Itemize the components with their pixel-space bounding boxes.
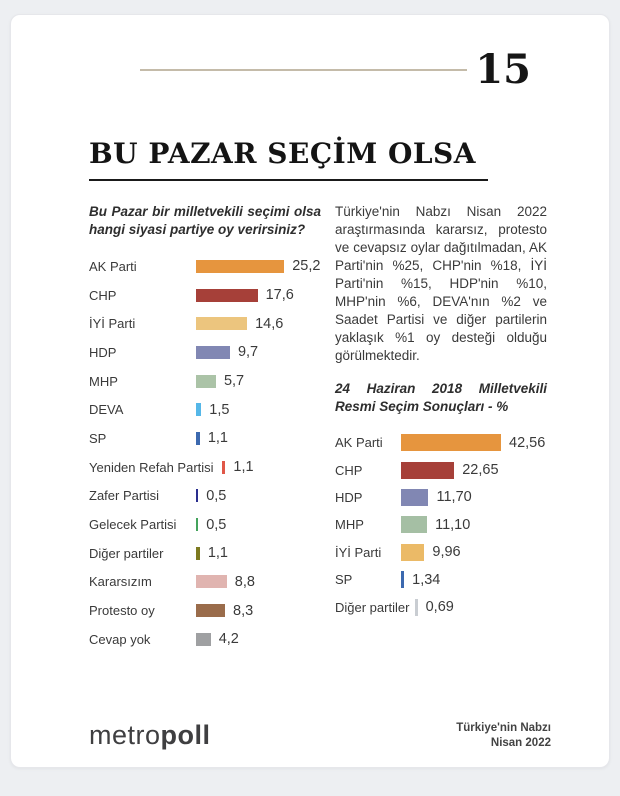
value-label: 0,5 (206, 516, 227, 533)
party-label: CHP (89, 287, 117, 303)
value-label: 14,6 (255, 315, 284, 332)
chart-row (335, 429, 547, 456)
bar (196, 518, 198, 531)
chart-row (89, 424, 321, 453)
value-label: 1,5 (209, 401, 230, 418)
party-label: İYİ Parti (335, 544, 382, 560)
chart-row (89, 338, 321, 367)
bar (196, 604, 225, 617)
value-label: 8,8 (234, 573, 255, 590)
party-label: SP (335, 572, 353, 588)
party-label: Protesto oy (89, 603, 155, 619)
footer-edition-line1: Türkiye'nin Nabzı (456, 721, 551, 734)
party-label: Diğer partiler (89, 545, 164, 561)
logo-text-light: metro (89, 720, 161, 750)
chart-row (335, 456, 547, 483)
party-label: MHP (89, 373, 118, 389)
election-results-chart-title: 24 Haziran 2018 Milletvekili Resmi Seçim Sonuçları - % (335, 381, 547, 414)
value-label: 5,7 (223, 373, 245, 390)
bar (196, 575, 227, 588)
election-results-chart (335, 429, 547, 621)
value-label: 1,1 (207, 430, 229, 447)
left-column (89, 203, 321, 654)
chart-row (89, 367, 321, 396)
chart-row (89, 252, 321, 281)
right-column (335, 203, 547, 654)
party-label: AK Parti (89, 258, 137, 274)
chart-row (89, 596, 321, 625)
page-header (11, 15, 609, 95)
party-label: AK Parti (335, 435, 383, 451)
party-label: MHP (335, 517, 364, 533)
chart-row (335, 539, 547, 566)
content-columns (89, 203, 609, 654)
analysis-paragraph: Türkiye'nin Nabzı Nisan 2022 araştırmasında kararsız, protesto ve cevapsız oylar dağıtılmadan, AK Parti'nin %25, CHP'nin %18, İYİ Parti'nin %15, HDP'nin %10, MHP'nin %6, DEVA'nın %2 ve Saadet Partisi ve diğer partilerin yaklaşık %1 oy desteği olduğu görülmektedir. (335, 204, 547, 363)
bar (401, 571, 404, 588)
chart-row (89, 510, 321, 539)
value-label: 0,5 (206, 487, 227, 504)
bar (196, 346, 230, 359)
poll-results-chart (89, 252, 321, 654)
party-label: Cevap yok (89, 631, 151, 647)
party-label: HDP (89, 344, 117, 360)
party-label: Zafer Partisi (89, 488, 160, 504)
chart-row (89, 281, 321, 310)
chart-row (335, 484, 547, 511)
value-label: 22,65 (462, 462, 499, 479)
bar (401, 516, 427, 533)
chart-row (89, 395, 321, 424)
bar (196, 489, 198, 502)
chart-row (89, 625, 321, 654)
chart-row (89, 453, 321, 482)
value-label: 25,2 (292, 258, 321, 275)
bar (415, 599, 417, 616)
bar (196, 375, 216, 388)
bar (401, 462, 454, 479)
footer-edition (456, 721, 551, 751)
party-label: SP (89, 430, 107, 446)
chart-row (89, 568, 321, 597)
party-label: Kararsızım (89, 574, 152, 590)
page-title: BU PAZAR SEÇİM OLSA (89, 137, 488, 181)
value-label: 1,1 (233, 459, 254, 476)
page-number: 15 (475, 46, 531, 93)
bar (196, 260, 284, 273)
value-label: 1,34 (412, 571, 441, 588)
chart-row (89, 482, 321, 511)
value-label: 4,2 (218, 631, 239, 648)
value-label: 0,69 (425, 599, 454, 616)
bar (196, 317, 247, 330)
chart-row (335, 511, 547, 538)
footer-edition-line2: Nisan 2022 (490, 736, 551, 749)
chart-row (89, 539, 321, 568)
survey-question: Bu Pazar bir milletvekili seçimi olsa hangi siyasi partiye oy verirsiniz? (89, 204, 321, 237)
value-label: 9,96 (432, 544, 461, 561)
bar (401, 544, 424, 561)
value-label: 1,1 (207, 545, 229, 562)
party-label: HDP (335, 489, 363, 505)
party-label: Gelecek Partisi (89, 517, 177, 533)
value-label: 9,7 (237, 344, 259, 361)
bar (196, 432, 200, 445)
party-label: DEVA (89, 402, 124, 418)
value-label: 11,10 (435, 516, 471, 533)
header-rule (140, 69, 467, 71)
chart-row (89, 309, 321, 338)
report-page (10, 14, 610, 768)
chart-row (335, 593, 547, 620)
value-label: 11,70 (436, 489, 472, 506)
chart-row (335, 566, 547, 593)
value-label: 17,6 (265, 287, 294, 304)
bar (401, 489, 428, 506)
page-footer (89, 720, 551, 751)
party-label: CHP (335, 462, 363, 478)
value-label: 8,3 (233, 602, 254, 619)
party-label: İYİ Parti (89, 316, 136, 332)
value-label: 42,56 (509, 434, 546, 451)
metropoll-logo (89, 720, 211, 751)
bar (196, 289, 258, 302)
logo-text-bold: poll (160, 720, 211, 750)
bar (196, 403, 201, 416)
bar (196, 633, 211, 646)
party-label: Diğer partiler (335, 599, 410, 615)
bar (196, 547, 200, 560)
party-label: Yeniden Refah Partisi (89, 459, 214, 475)
bar (401, 434, 501, 451)
bar (222, 461, 226, 474)
